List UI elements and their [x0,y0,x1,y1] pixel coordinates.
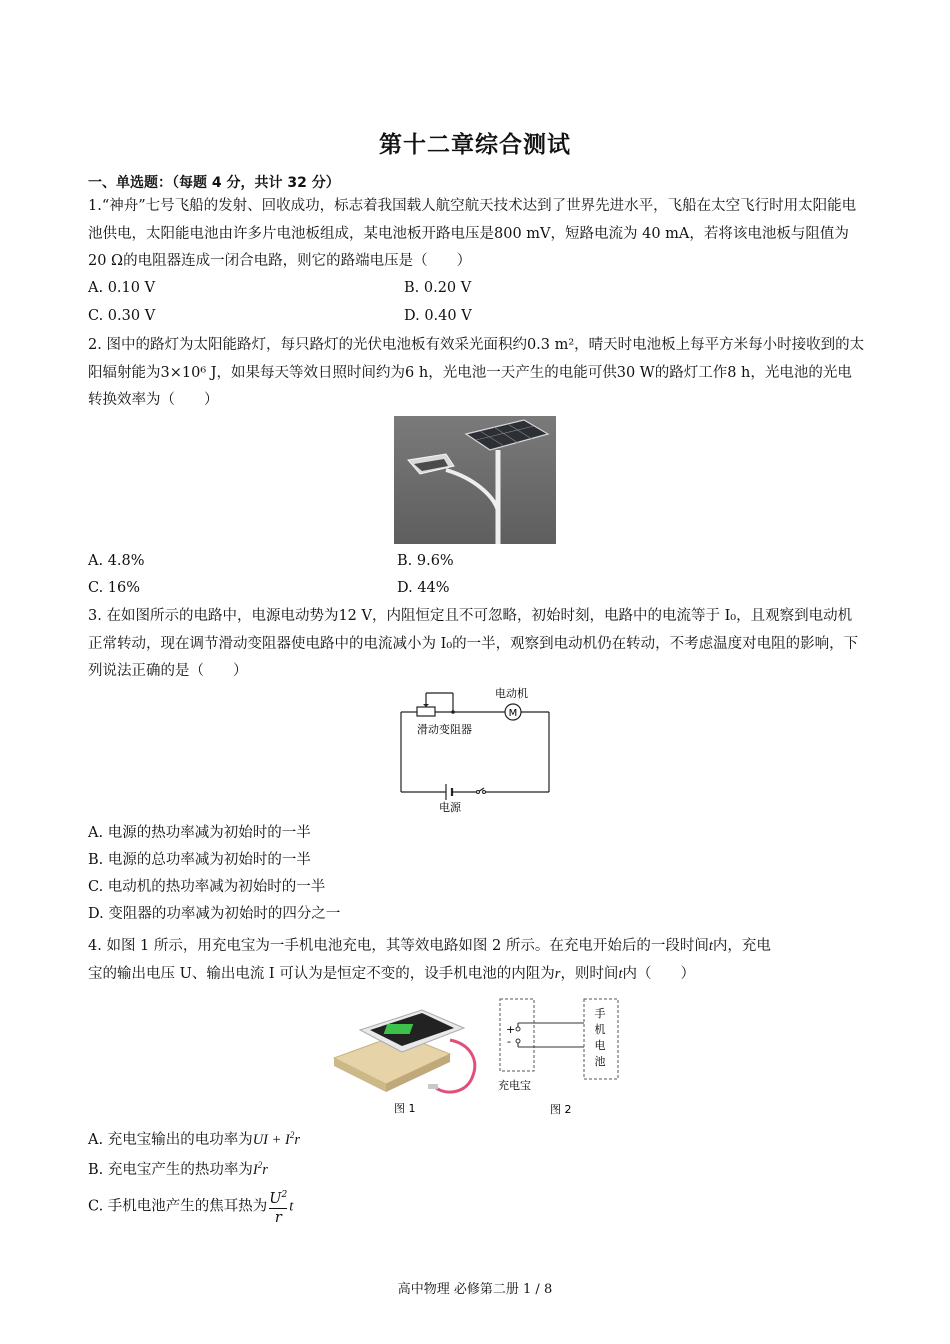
q4-text-line1-end: 内，充电 [712,938,771,954]
q4-var-t: t [708,938,713,954]
q2-option-d: D. 44% [397,580,450,596]
page-title: 第十二章综合测试 [379,132,571,158]
q1-option-d: D. 0.40 V [404,308,472,324]
q4-option-c-text: C. 手机电池产生的焦耳热为 [88,1198,268,1215]
q4-option-a-exp: 2 [289,1130,295,1140]
q4-text-line2-mid: ，则时间 [560,966,619,982]
equivalent-circuit-diagram [496,995,624,1119]
q4-text-line2-end: 内（ ） [622,966,695,982]
q2-option-b: B. 9.6% [397,553,454,569]
powerbank-phone-photo [330,1000,490,1118]
q4-option-c-t: t [289,1198,294,1215]
question-4-line-1 [88,936,771,956]
q4-option-c-fraction [269,1186,287,1227]
q1-option-c: C. 0.30 V [88,308,156,324]
q4-option-b-exp: 2 [257,1160,263,1170]
q4-option-b [88,1155,268,1180]
q3-option-d: D. 变阻器的功率减为初始时的四分之一 [88,906,341,922]
question-4-line-2 [88,964,695,984]
q4-option-a-math: UI + I [252,1131,290,1148]
powerbank-label: 充电宝 [498,1079,531,1092]
fig2-caption: 图 2 [550,1103,572,1116]
plus-sign: + [506,1023,516,1036]
q3-option-b: B. 电源的总功率减为初始时的一半 [88,852,311,868]
q4-var-r: r [554,966,561,982]
q4-option-c [88,1186,293,1227]
q4-text-line1: 4. 如图 1 所示，用充电宝为一手机电池充电，其等效电路如图 2 所示。在充电开始后的一段时间 [88,938,709,954]
battery-label-3: 电 [594,1039,606,1052]
q4-option-a [88,1125,300,1150]
minus-sign: - [507,1035,511,1048]
motor-label: 电动机 [495,687,528,700]
rheostat-label: 滑动变阻器 [417,723,472,736]
q1-option-b: B. 0.20 V [404,280,472,296]
section-heading: 一、单选题：（每题 4 分，共计 32 分） [88,175,340,191]
q4-option-c-num-exp: 2 [281,1190,288,1200]
battery-label-4: 池 [594,1055,606,1068]
q3-option-a: A. 电源的热功率减为初始时的一半 [88,825,311,841]
source-label: 电源 [439,801,461,814]
battery-label-1: 手 [594,1007,606,1020]
q2-option-a: A. 4.8% [88,553,145,569]
q4-var-t-2: t [618,966,623,982]
q4-option-a-text: A. 充电宝输出的电功率为 [88,1131,253,1148]
question-3-text: 3. 在如图所示的电路中，电源电动势为12 V，内阻恒定且不可忽略，初始时刻，电路中的电流等于 I₀，且观察到电动机正常转动，现在调节滑动变阻器使电路中的电流减小为 I₀的一半，观察到电动机仍在转动，不考虑温度对电阻的影响，下列说法正确的是（ ） [88,608,859,679]
q4-option-b-math: I [252,1161,258,1178]
fig1-caption: 图 1 [394,1102,416,1115]
q4-option-c-num: U [269,1190,282,1207]
motor-symbol: M [508,708,518,719]
page-footer: 高中物理 必修第二册 1 / 8 [397,1282,553,1297]
question-2-text: 2. 图中的路灯为太阳能路灯，每只路灯的光伏电池板有效采光面积约0.3 m²，晴天时电池板上每平方米每小时接收到的太阳辐射能为3×10⁶ J，如果每天等效日照时间约为6 h，光电池一天产生的电能可供30 W的路灯工作8 h，光电池的光电转换效率为（ ） [88,337,865,408]
q4-option-c-den: r [274,1209,282,1226]
q4-option-a-r: r [294,1131,301,1148]
q4-text-line2: 宝的输出电压 U、输出电流 I 可认为是恒定不变的，设手机电池的内阻为 [88,966,555,982]
q4-option-b-r: r [262,1161,268,1178]
q2-option-c: C. 16% [88,580,141,596]
q4-option-b-text: B. 充电宝产生的热功率为 [88,1161,253,1178]
battery-label-2: 机 [594,1023,606,1036]
solar-streetlight-photo [394,416,556,544]
q3-option-c: C. 电动机的热功率减为初始时的一半 [88,879,326,895]
question-1-text: 1.“神舟”七号飞船的发射、回收成功，标志着我国载人航空航天技术达到了世界先进水平，飞船在太空飞行时用太阳能电池供电，太阳能电池由许多片电池板组成，某电池板开路电压是800 mV，短路电流为 40 mA，若将该电池板与阻值为20 Ω的电阻器连成一闭合电路，则它的路端电压是（ ） [88,198,857,269]
q1-option-a: A. 0.10 V [88,280,156,296]
circuit-diagram [395,685,555,817]
